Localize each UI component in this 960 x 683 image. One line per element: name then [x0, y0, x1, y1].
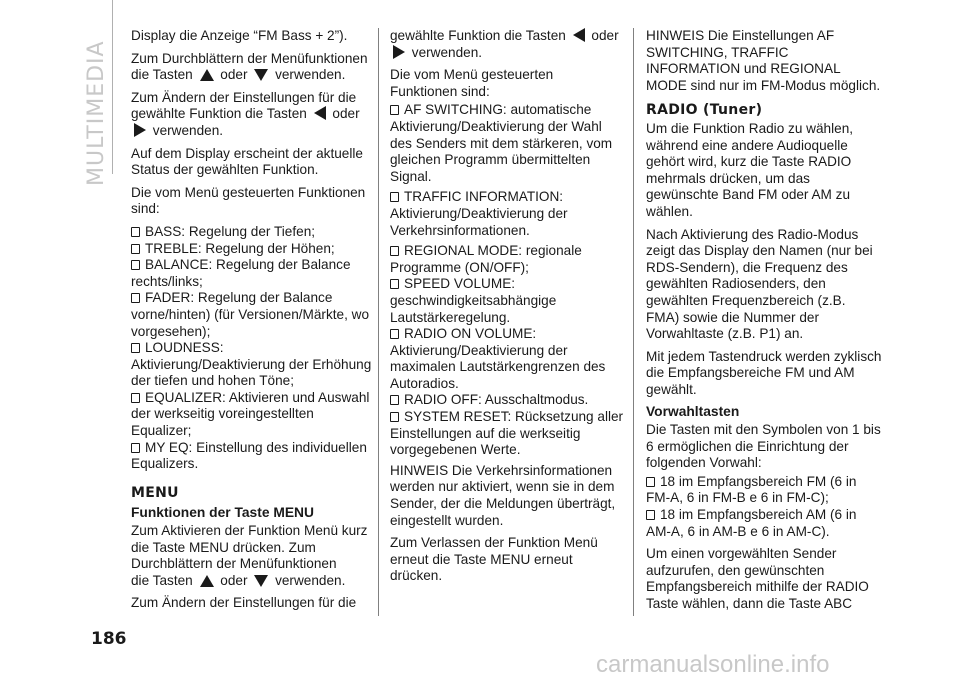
bullet-icon: [131, 393, 140, 403]
column-divider: [633, 28, 634, 616]
bullet-icon: [646, 510, 655, 520]
watermark: carmanualsonline.info: [596, 651, 830, 678]
arrow-down-icon: [254, 69, 268, 81]
list-item: RADIO OFF: Ausschaltmodus.: [390, 392, 624, 409]
bullet-icon: [131, 260, 140, 270]
text: verwenden.: [411, 44, 483, 60]
bullet-icon: [390, 329, 399, 339]
bullet-icon: [390, 246, 399, 256]
list-item: 18 im Empfangsbereich AM (6 in AM-A, 6 in AM-B e 6 in AM-C).: [646, 507, 857, 539]
list-item: SPEED VOLUME: geschwindigkeitsabhängige Lautstärkeregelung.: [390, 276, 557, 325]
column-1: [131, 28, 373, 618]
text: oder: [332, 106, 360, 122]
bullet-icon: [390, 395, 399, 405]
bullet-icon: [390, 279, 399, 289]
column-divider: [378, 28, 379, 616]
paragraph: Nach Aktivierung des Radio-Modus zeigt das Display den Namen (nur bei RDS-Sendern), die Frequenz des gewählten Radiosenders, den gewählten Frequenzbereich (z.B. FMA) sowie die Nummer der Vorwahltaste (z.B. P1) an.: [646, 226, 873, 342]
paragraph: Die vom Menü gesteuerten Funktionen sind:: [390, 67, 554, 99]
list-item: MY EQ: Einstellung des individuellen Equalizers.: [131, 439, 367, 472]
section-label: MULTIMEDIA: [84, 40, 109, 186]
text: Zum Durchblättern der Menüfunktionen die Tasten: [131, 50, 368, 83]
section-heading: MENU: [131, 484, 179, 501]
list-item: EQUALIZER: Aktivieren und Auswahl der werkseitig voreingestellten Equalizer;: [131, 389, 370, 439]
subheading: Vorwahltasten: [646, 404, 740, 420]
list-item: AF SWITCHING: automatische Aktivierung/Deaktivierung der Wahl des Senders mit dem stärkeren, vom gleichen Programm übermittelten Signal.: [390, 102, 613, 184]
list-item: 18 im Empfangsbereich FM (6 in FM-A, 6 in FM-B e 6 in FM-C);: [646, 473, 857, 506]
column-3: [646, 28, 882, 619]
bullet-icon: [131, 343, 140, 353]
page-number: 186: [91, 629, 127, 649]
list-item: BASS: Regelung der Tiefen;: [131, 224, 373, 241]
list-item: REGIONAL MODE: regionale Programme (ON/OFF);: [390, 243, 582, 275]
text: verwenden.: [152, 122, 224, 138]
paragraph: Display die Anzeige “FM Bass + 2”).: [131, 28, 348, 43]
bullet-icon: [131, 293, 140, 303]
arrow-down-icon: [254, 575, 268, 587]
bullet-icon: [646, 477, 655, 487]
bullet-icon: [131, 443, 140, 453]
arrow-up-icon: [200, 575, 214, 587]
arrow-up-icon: [200, 69, 214, 81]
text: verwenden.: [275, 572, 346, 588]
paragraph: HINWEIS Die Verkehrsinformationen werden nur aktiviert, wenn sie in dem Sender, der die Meldungen überträgt, eingestellt wurden.: [390, 462, 616, 528]
list-item: BALANCE: Regelung der Balance rechts/links;: [131, 257, 351, 289]
paragraph: [131, 51, 373, 84]
paragraph: Die Tasten mit den Symbolen von 1 bis 6 ermöglichen die Einrichtung der folgenden Vorwahl:: [646, 422, 881, 471]
paragraph: Zum Ändern der Einstellungen für die: [131, 595, 357, 611]
text: verwenden.: [275, 67, 346, 83]
paragraph: [131, 573, 373, 590]
text: oder: [591, 28, 619, 43]
paragraph: Zum Verlassen der Funktion Menü erneut die Taste MENU erneut drücken.: [390, 535, 598, 584]
list-item: TRAFFIC INFORMATION: Aktivierung/Deaktivierung der Verkehrsinformationen.: [390, 189, 568, 238]
column-2: [390, 28, 624, 591]
bullet-icon: [390, 412, 399, 422]
paragraph: Die vom Menü gesteuerten Funktionen sind:: [131, 184, 366, 217]
bullet-icon: [131, 227, 140, 237]
text: gewählte Funktion die Tasten: [390, 28, 566, 43]
paragraph: [390, 28, 624, 61]
list-item: RADIO ON VOLUME: Aktivierung/Deaktivierung der maximalen Lautstärkengrenzen des Autoradios.: [390, 326, 606, 391]
list-item: FADER: Regelung der Balance vorne/hinten) (für Versionen/Märkte, wo vorgesehen);: [131, 290, 370, 339]
list-item: SYSTEM RESET: Rücksetzung aller Einstellungen auf die werkseitig vorgegebenen Werte.: [390, 409, 624, 458]
subheading: Funktionen der Taste MENU: [131, 505, 314, 521]
paragraph: HINWEIS Die Einstellungen AF SWITCHING, TRAFFIC INFORMATION und REGIONAL MODE sind nur im FM-Modus möglich.: [646, 28, 881, 93]
arrow-right-icon: [134, 123, 146, 137]
arrow-right-icon: [393, 45, 405, 59]
section-heading: RADIO (Tuner): [646, 102, 763, 119]
arrow-left-icon: [314, 106, 326, 120]
text: oder: [220, 572, 248, 588]
bullet-icon: [390, 192, 399, 202]
paragraph: [131, 90, 373, 140]
arrow-left-icon: [573, 28, 585, 42]
paragraph: Um die Funktion Radio zu wählen, während eine andere Audioquelle gehört wird, kurz die Taste RADIO mehrmals drücken, um das gewünschte Band FM oder AM zu wählen.: [646, 120, 854, 219]
paragraph: Mit jedem Tastendruck werden zyklisch die Empfangsbereiche FM und AM gewählt.: [646, 348, 882, 397]
text: oder: [220, 67, 248, 83]
section-rule: [112, 0, 113, 174]
paragraph: Zum Aktivieren der Funktion Menü kurz die Taste MENU drücken. Zum Durchblättern der Menüfunktionen: [131, 523, 368, 572]
list-item: TREBLE: Regelung der Höhen;: [131, 241, 373, 258]
text: Zum Ändern der Einstellungen für die gewählte Funktion die Tasten: [131, 89, 357, 122]
paragraph: Um einen vorgewählten Sender aufzurufen, den gewünschten Empfangsbereich mithilfe der RADIO Taste wählen, dann die Taste ABC: [646, 546, 869, 611]
paragraph: Auf dem Display erscheint der aktuelle Status der gewählten Funktion.: [131, 145, 363, 178]
bullet-icon: [390, 105, 399, 115]
text: die Tasten: [131, 572, 193, 588]
list-item: LOUDNESS: Aktivierung/Deaktivierung der Erhöhung der tiefen und hohen Töne;: [131, 340, 372, 389]
bullet-icon: [131, 244, 140, 254]
